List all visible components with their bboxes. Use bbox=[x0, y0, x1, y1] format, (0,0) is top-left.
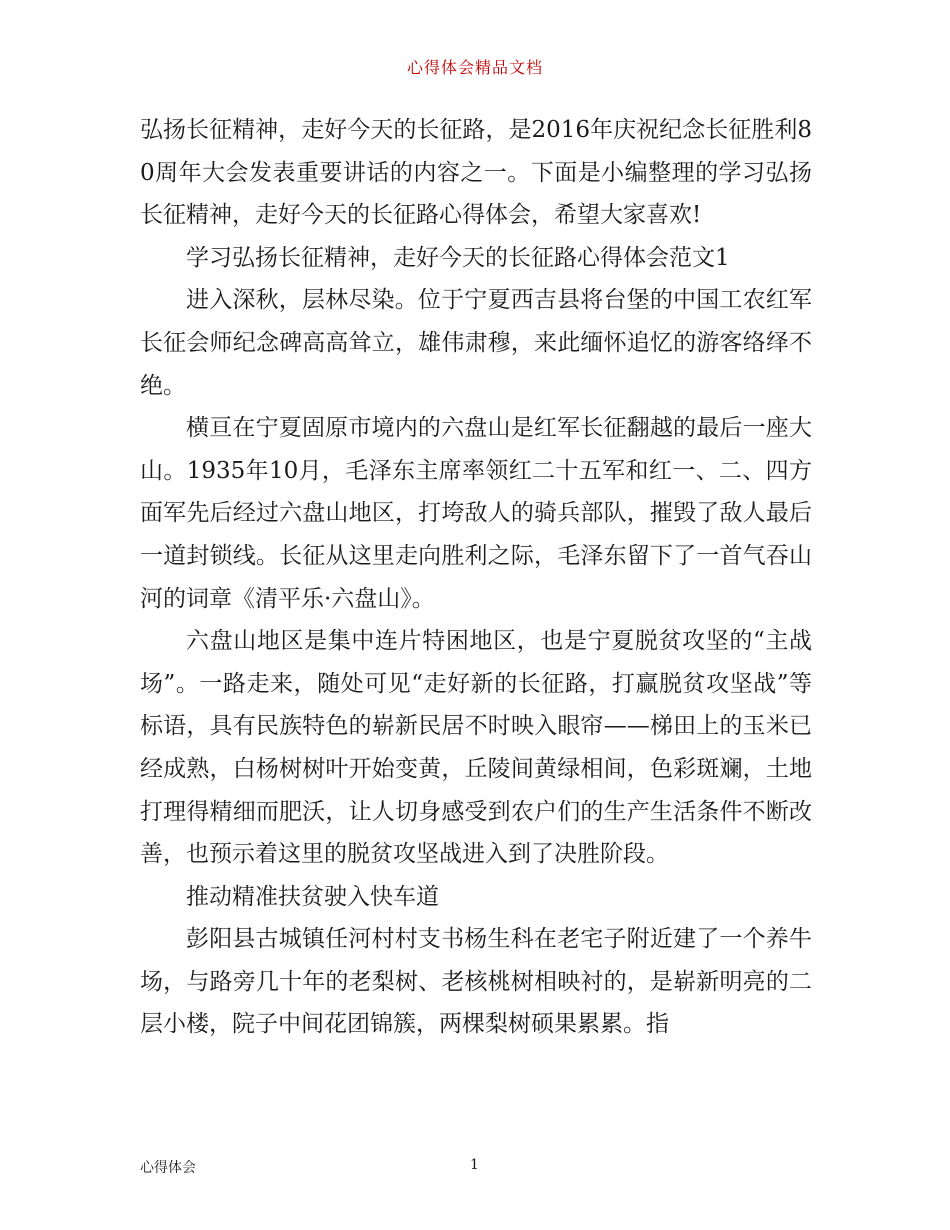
document-body bbox=[140, 109, 812, 1046]
paragraph-intro: 弘扬长征精神，走好今天的长征路，是2016年庆祝纪念长征胜利80周年大会发表重要讲话的内容之一。下面是小编整理的学习弘扬长征精神，走好今天的长征路心得体会，希望大家喜欢! bbox=[140, 117, 812, 229]
footer-label: 心得体会 bbox=[140, 1160, 196, 1176]
paragraph-village-story: 彭阳县古城镇任河村村支书杨生科在老宅子附近建了一个养牛场，与路旁几十年的老梨树、老核桃树相映衬的，是崭新明亮的二层小楼，院子中间花团锦簇，两棵梨树硕果累累。指 bbox=[140, 926, 812, 1038]
page-number: 1 bbox=[470, 1157, 479, 1173]
document-header-title: 心得体会精品文档 bbox=[406, 58, 543, 77]
paragraph-liupan-mountain: 横亘在宁夏固原市境内的六盘山是红军长征翻越的最后一座大山。1935年10月，毛泽东主席率领红二十五军和红一、二、四方面军先后经过六盘山地区，打垮敌人的骑兵部队，摧毁了敌人最后一道封锁线。长征从这里走向胜利之际，毛泽东留下了一首气吞山河的词章《清平乐·六盘山》。 bbox=[140, 415, 812, 612]
paragraph-subheading: 推动精准扶贫驶入快车道 bbox=[186, 883, 439, 910]
paragraph-section-title: 学习弘扬长征精神，走好今天的长征路心得体会范文1 bbox=[186, 244, 730, 271]
paragraph-poverty-area: 六盘山地区是集中连片特困地区，也是宁夏脱贫攻坚的“主战场”。一路走来，随处可见“走好新的长征路，打赢脱贫攻坚战”等标语，具有民族特色的崭新民居不时映入眼帘——梯田上的玉米已经成熟，白杨树树叶开始变黄，丘陵间黄绿相间，色彩斑斓，土地打理得精细而肥沃，让人切身感受到农户们的生产生活条件不断改善，也预示着这里的脱贫攻坚战进入到了决胜阶段。 bbox=[140, 628, 812, 868]
paragraph-autumn-memorial: 进入深秋，层林尽染。位于宁夏西吉县将台堡的中国工农红军长征会师纪念碑高高耸立，雄伟肃穆，来此缅怀追忆的游客络绎不绝。 bbox=[140, 287, 812, 399]
